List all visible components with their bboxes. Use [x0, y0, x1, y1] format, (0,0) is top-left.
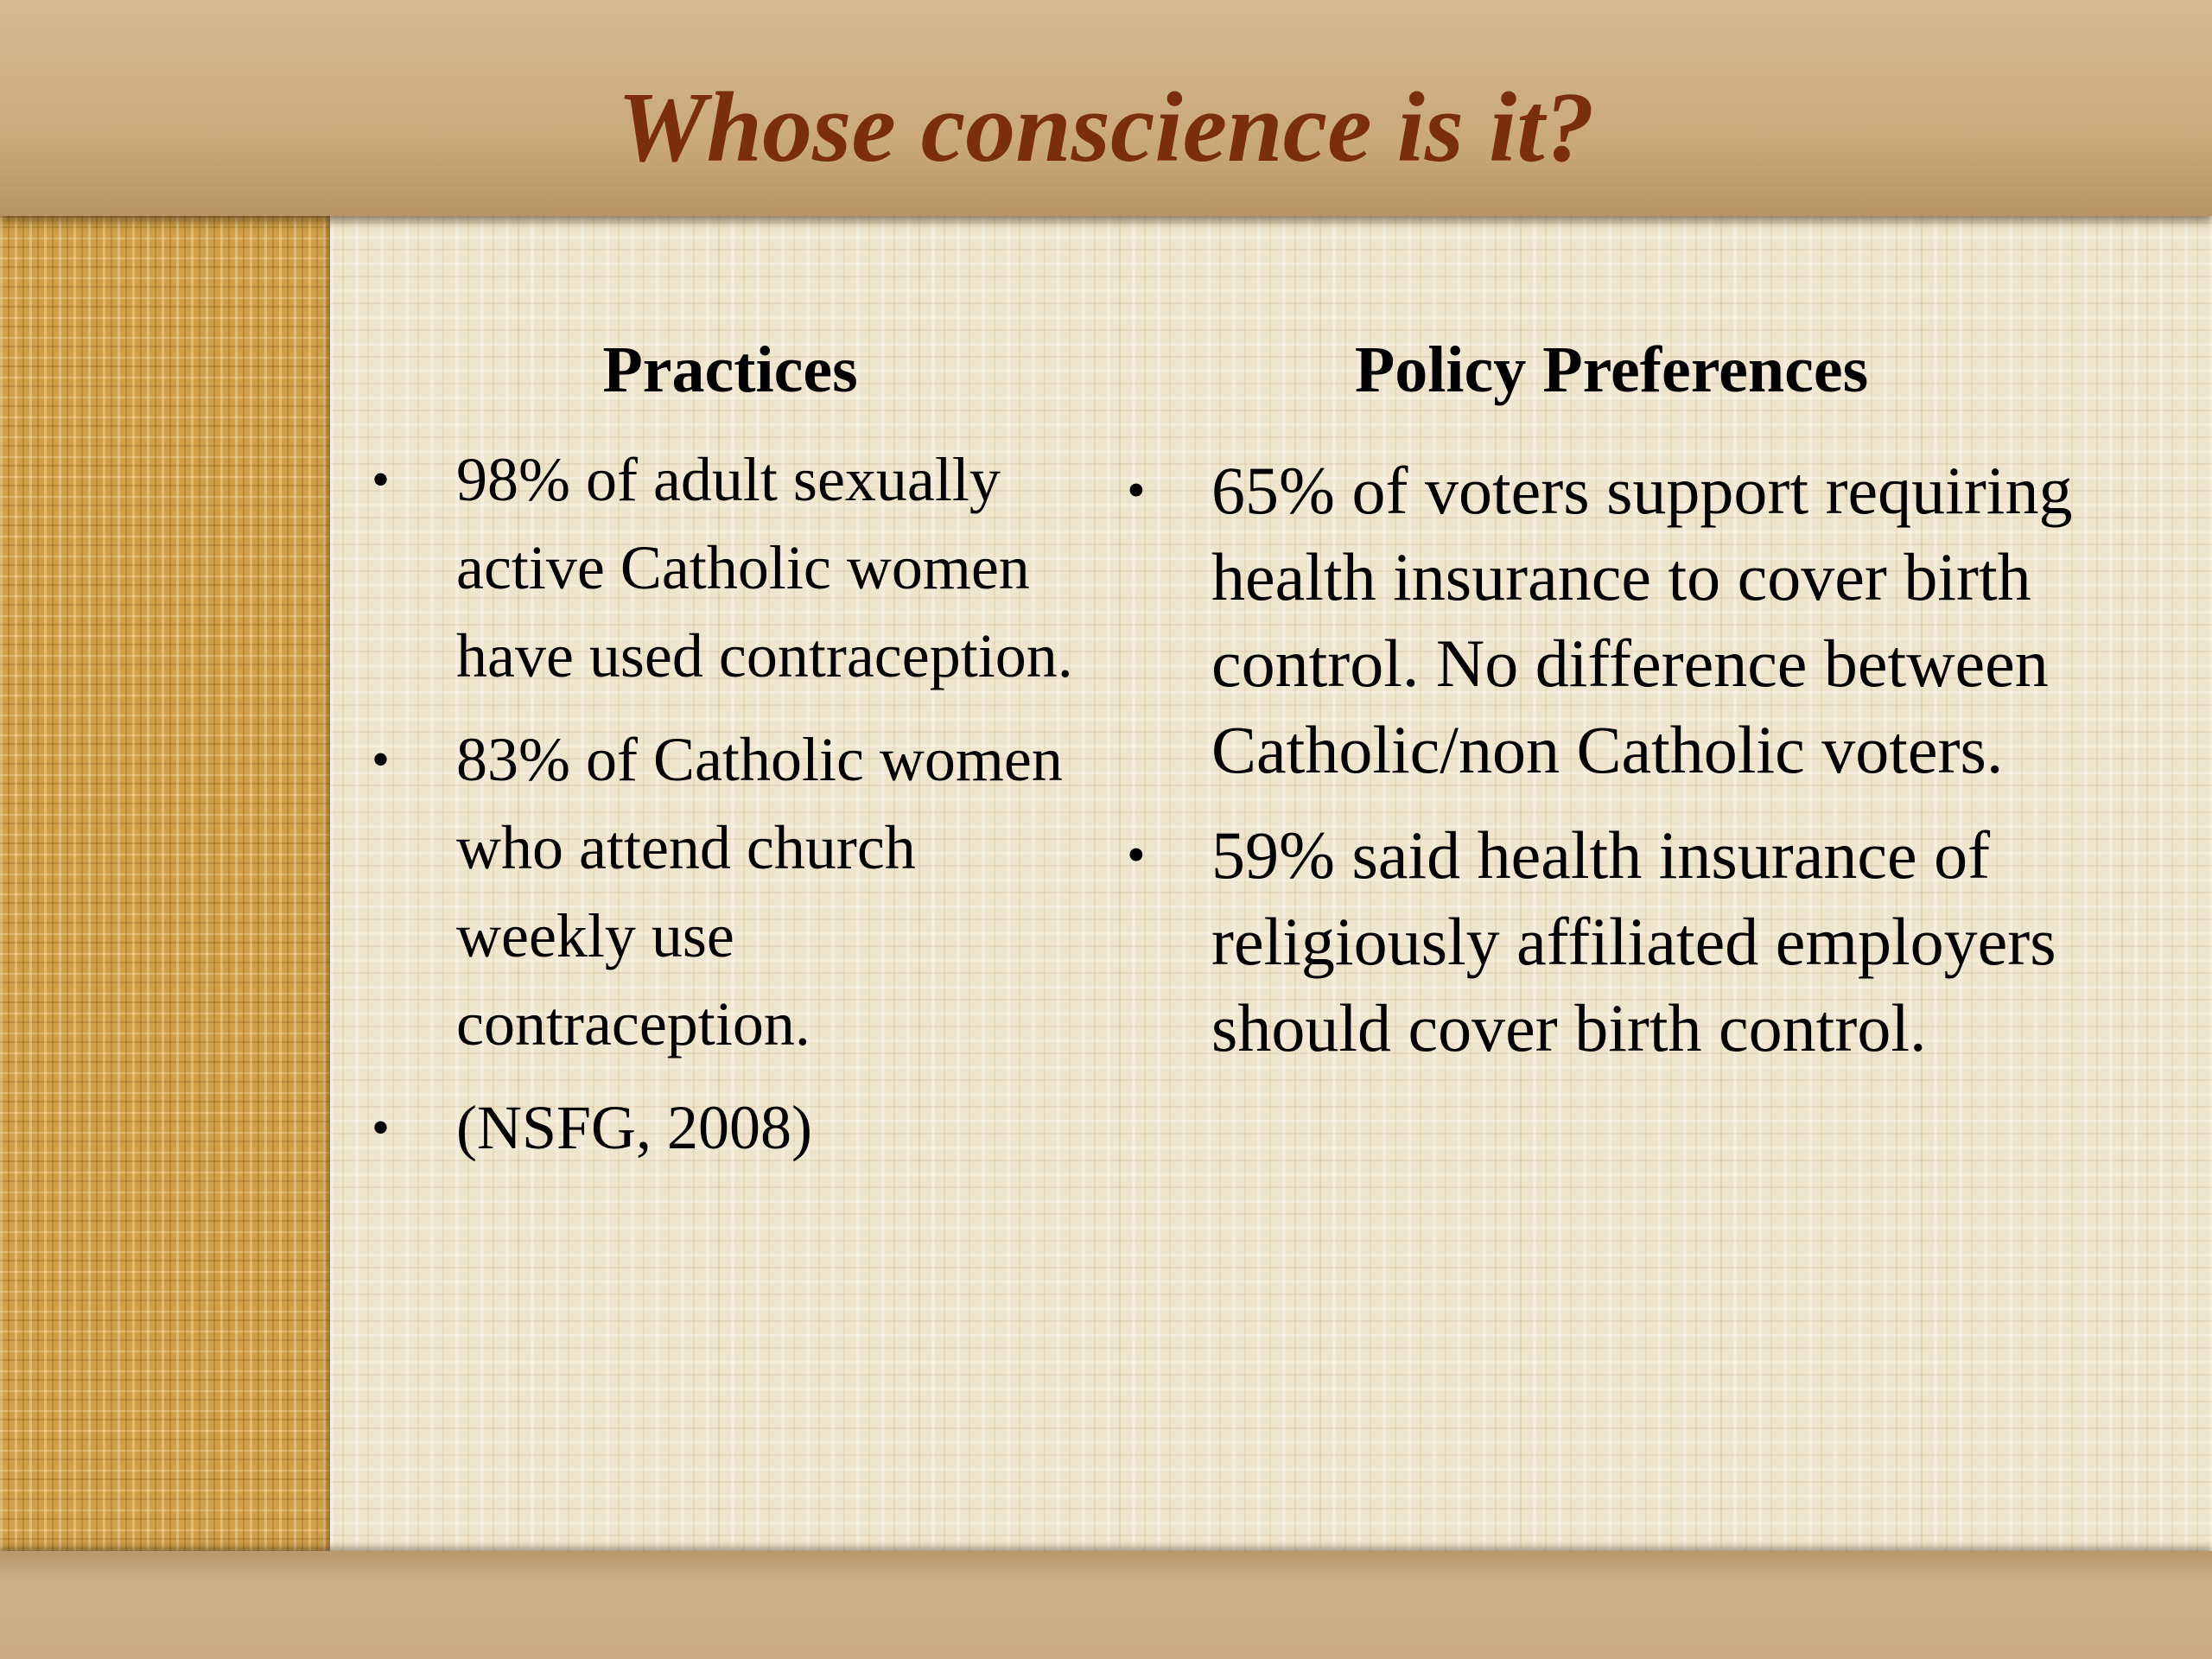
bullet-icon: • — [1127, 826, 1146, 885]
bullet-icon: • — [1127, 461, 1146, 520]
list-item — [1115, 812, 2082, 1071]
practices-list — [363, 435, 1097, 1172]
bullet-icon: • — [372, 731, 391, 788]
bullet-text: 98% of adult sexually active Catholic women have used contraception. — [456, 445, 1073, 690]
practices-heading: Practices — [602, 334, 858, 406]
policy-preferences-column — [1115, 334, 2082, 1090]
bullet-text: 83% of Catholic women who attend church weekly use contraception. — [456, 725, 1063, 1058]
bullet-icon: • — [372, 1099, 391, 1156]
list-item — [1115, 448, 2082, 793]
policy-preferences-list — [1115, 448, 2082, 1071]
list-item — [363, 715, 1097, 1068]
bullet-text: (NSFG, 2008) — [456, 1093, 813, 1162]
policy-preferences-heading: Policy Preferences — [1354, 334, 1869, 406]
decorative-left-stripe — [0, 216, 330, 1551]
bottom-bar — [0, 1551, 2212, 1659]
practices-column — [363, 334, 1097, 1187]
list-item — [363, 435, 1097, 700]
bullet-icon: • — [372, 451, 391, 508]
list-item — [363, 1084, 1097, 1172]
bullet-text: 65% of voters support requiring health insurance to cover birth control. No difference between Catholic/non Catholic voters. — [1211, 453, 2073, 787]
bullet-text: 59% said health insurance of religiously affiliated employers should cover birth control. — [1211, 817, 2056, 1065]
slide-title: Whose conscience is it? — [617, 73, 1595, 183]
title-bar — [0, 0, 2212, 216]
